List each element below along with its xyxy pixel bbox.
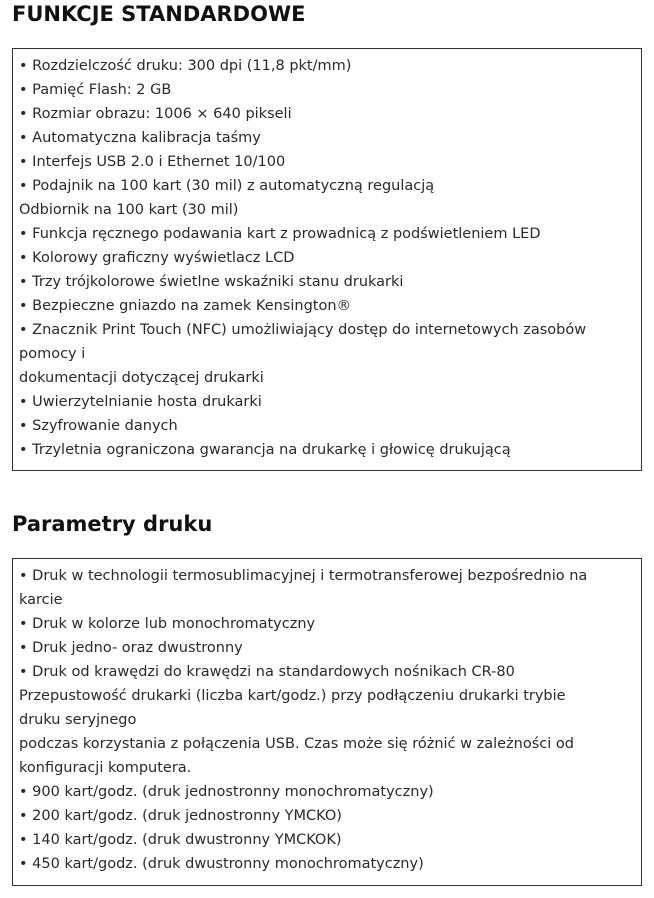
list-item: • Druk jedno- oraz dwustronny	[19, 640, 243, 656]
list-item: • Druk w technologii termosublimacyjnej i termotransferowej bezpośrednio na	[19, 568, 588, 584]
list-item: podczas korzystania z połączenia USB. Czas może się różnić w zależności od	[19, 736, 574, 752]
standard-features-box	[12, 48, 642, 471]
list-item: • 900 kart/godz. (druk jednostronny monochromatyczny)	[19, 784, 434, 800]
list-item: • Bezpieczne gniazdo na zamek Kensington®	[19, 298, 352, 314]
standard-features-list	[19, 54, 636, 462]
list-item: • Funkcja ręcznego podawania kart z prowadnicą z podświetleniem LED	[19, 226, 541, 242]
section-title-print-parameters: Parametry druku	[12, 512, 213, 536]
list-item: • Automatyczna kalibracja taśmy	[19, 130, 261, 146]
list-item: • 450 kart/godz. (druk dwustronny monochromatyczny)	[19, 856, 424, 872]
list-item: dokumentacji dotyczącej drukarki	[19, 370, 264, 386]
list-item: • Rozmiar obrazu: 1006 × 640 pikseli	[19, 106, 292, 122]
list-item: pomocy i	[19, 346, 86, 362]
list-item: • Druk od krawędzi do krawędzi na standardowych nośnikach CR-80	[19, 664, 515, 680]
list-item: • Szyfrowanie danych	[19, 418, 178, 434]
section-title-standard-features: FUNKCJE STANDARDOWE	[12, 2, 306, 26]
print-parameters-box	[12, 558, 642, 886]
list-item: • Trzy trójkolorowe świetlne wskaźniki stanu drukarki	[19, 274, 404, 290]
list-item: • Interfejs USB 2.0 i Ethernet 10/100	[19, 154, 286, 170]
list-item: • Kolorowy graficzny wyświetlacz LCD	[19, 250, 295, 266]
print-parameters-list	[19, 564, 636, 876]
list-item: Przepustowość drukarki (liczba kart/godz.) przy podłączeniu drukarki trybie	[19, 688, 566, 704]
list-item: Odbiornik na 100 kart (30 mil)	[19, 202, 239, 218]
list-item: • Druk w kolorze lub monochromatyczny	[19, 616, 316, 632]
list-item: • 200 kart/godz. (druk jednostronny YMCKO)	[19, 808, 342, 824]
list-item: • Pamięć Flash: 2 GB	[19, 82, 172, 98]
list-item: karcie	[19, 592, 63, 608]
list-item: • Rozdzielczość druku: 300 dpi (11,8 pkt/mm)	[19, 58, 352, 74]
list-item: • 140 kart/godz. (druk dwustronny YMCKOK)	[19, 832, 342, 848]
list-item: • Znacznik Print Touch (NFC) umożliwiający dostęp do internetowych zasobów	[19, 322, 587, 338]
list-item: konfiguracji komputera.	[19, 760, 192, 776]
list-item: • Podajnik na 100 kart (30 mil) z automatyczną regulacją	[19, 178, 435, 194]
list-item: • Trzyletnia ograniczona gwarancja na drukarkę i głowicę drukującą	[19, 442, 511, 458]
list-item: • Uwierzytelnianie hosta drukarki	[19, 394, 262, 410]
list-item: druku seryjnego	[19, 712, 137, 728]
